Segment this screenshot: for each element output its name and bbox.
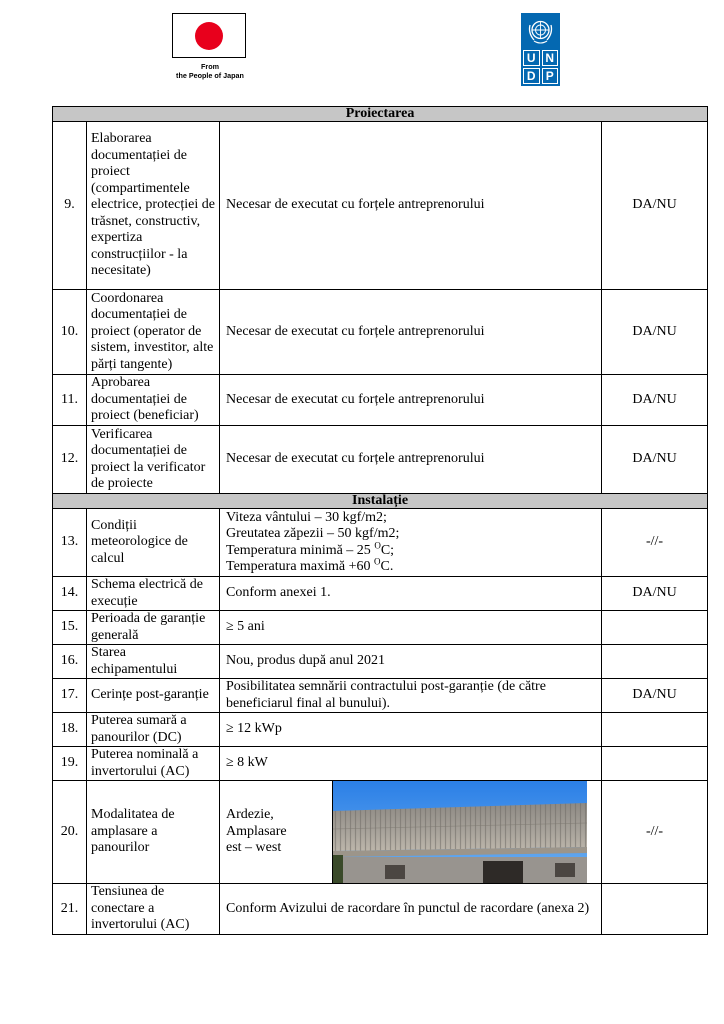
placement-line: Amplasare: [226, 823, 287, 839]
un-emblem-icon: [525, 16, 556, 47]
undp-letter-p: P: [542, 68, 559, 84]
row-number: 19.: [53, 747, 87, 781]
row-number: 15.: [53, 611, 87, 645]
table-row: [53, 509, 708, 577]
row-number: 12.: [53, 426, 87, 494]
row-number: 10.: [53, 290, 87, 375]
table-row: [53, 781, 708, 884]
row-description: [220, 781, 333, 884]
japan-caption-line1: From: [201, 62, 219, 71]
row-description: ≥ 5 ani: [220, 611, 602, 645]
row-value: DA/NU: [602, 426, 708, 494]
table-row: [53, 290, 708, 375]
row-description: Conform anexei 1.: [220, 577, 602, 611]
row-value: [602, 713, 708, 747]
row-value: DA/NU: [602, 679, 708, 713]
row-value: [602, 611, 708, 645]
table-row: [53, 679, 708, 713]
row-number: 17.: [53, 679, 87, 713]
row-item: Cerințe post-garanție: [87, 679, 220, 713]
table-row: [53, 884, 708, 935]
row-item: Perioada de garanție generală: [87, 611, 220, 645]
undp-letter-u: U: [523, 50, 540, 66]
roof-material-line: Ardezie,: [226, 807, 274, 823]
row-description: Posibilitatea semnării contractului post-garanție (de către beneficiarul final al bunului).: [220, 679, 602, 713]
section-header-proiectarea: [53, 107, 708, 122]
table-row: [53, 747, 708, 781]
row-description: [220, 509, 602, 577]
row-number: 18.: [53, 713, 87, 747]
row-number: 21.: [53, 884, 87, 935]
row-item: Puterea nominală a invertorului (AC): [87, 747, 220, 781]
row-description: ≥ 12 kWp: [220, 713, 602, 747]
row-description: Necesar de executat cu forțele antreprenorului: [220, 122, 602, 290]
table-row: [53, 426, 708, 494]
table-row: [53, 611, 708, 645]
table-row: [53, 122, 708, 290]
specification-table: [52, 106, 708, 935]
table-row: [53, 375, 708, 426]
undp-letter-grid: [523, 50, 558, 84]
row-number: 9.: [53, 122, 87, 290]
max-temperature-line: Temperatura maximă +60 $^O$C.: [226, 556, 394, 574]
row-item: Starea echipamentului: [87, 645, 220, 679]
row-value: DA/NU: [602, 577, 708, 611]
row-description: Necesar de executat cu forțele antreprenorului: [220, 290, 602, 375]
row-description: Necesar de executat cu forțele antreprenorului: [220, 426, 602, 494]
snow-weight-line: Greutatea zăpezii – 50 kgf/m2;: [226, 526, 400, 541]
japan-caption-line2: the People of Japan: [176, 71, 244, 80]
section-title: Instalație: [53, 494, 708, 509]
row-description: Conform Avizului de racordare în punctul de racordare (anexa 2): [220, 884, 602, 935]
row-number: 14.: [53, 577, 87, 611]
row-item: Elaborarea documentației de proiect (compartimentele electrice, protecției de trăsnet, constructiv, expertiza construcțiilor - la necesitate): [87, 122, 220, 290]
row-value: [602, 645, 708, 679]
row-value: DA/NU: [602, 375, 708, 426]
row-number: 20.: [53, 781, 87, 884]
orientation-line: est – west: [226, 840, 282, 856]
row-value: DA/NU: [602, 122, 708, 290]
row-item: Aprobarea documentației de proiect (beneficiar): [87, 375, 220, 426]
undp-letter-d: D: [523, 68, 540, 84]
row-value: [602, 884, 708, 935]
japan-logo-caption: [160, 62, 260, 80]
row-description: Nou, produs după anul 2021: [220, 645, 602, 679]
row-item: Schema electrică de execuție: [87, 577, 220, 611]
row-item: Modalitatea de amplasare a panourilor: [87, 781, 220, 884]
row-item: Condiții meteorologice de calcul: [87, 509, 220, 577]
undp-letter-n: N: [542, 50, 559, 66]
row-item: Puterea sumară a panourilor (DC): [87, 713, 220, 747]
rising-sun-icon: [195, 22, 223, 50]
slate-roof-photo: [333, 781, 587, 883]
table-row: [53, 713, 708, 747]
undp-logo: [521, 13, 560, 86]
row-number: 16.: [53, 645, 87, 679]
japan-flag-logo: [172, 13, 246, 58]
row-description: Necesar de executat cu forțele antreprenorului: [220, 375, 602, 426]
table-row: [53, 645, 708, 679]
row-value: -//-: [602, 781, 708, 884]
section-title: Proiectarea: [53, 107, 708, 122]
row-value: -//-: [602, 509, 708, 577]
roof-photo-cell: [333, 781, 602, 884]
row-value: DA/NU: [602, 290, 708, 375]
row-item: Tensiunea de conectare a invertorului (AC): [87, 884, 220, 935]
wind-speed-line: Viteza vântului – 30 kgf/m2;: [226, 509, 387, 525]
row-description: ≥ 8 kW: [220, 747, 602, 781]
min-temperature-line: Temperatura minimă – 25 $^O$C;: [226, 539, 395, 558]
section-header-instalatie: [53, 494, 708, 509]
row-item: Coordonarea documentației de proiect (operator de sistem, investitor, alte părți tangente): [87, 290, 220, 375]
row-value: [602, 747, 708, 781]
row-number: 11.: [53, 375, 87, 426]
table-row: [53, 577, 708, 611]
row-number: 13.: [53, 509, 87, 577]
row-item: Verificarea documentației de proiect la verificator de proiecte: [87, 426, 220, 494]
